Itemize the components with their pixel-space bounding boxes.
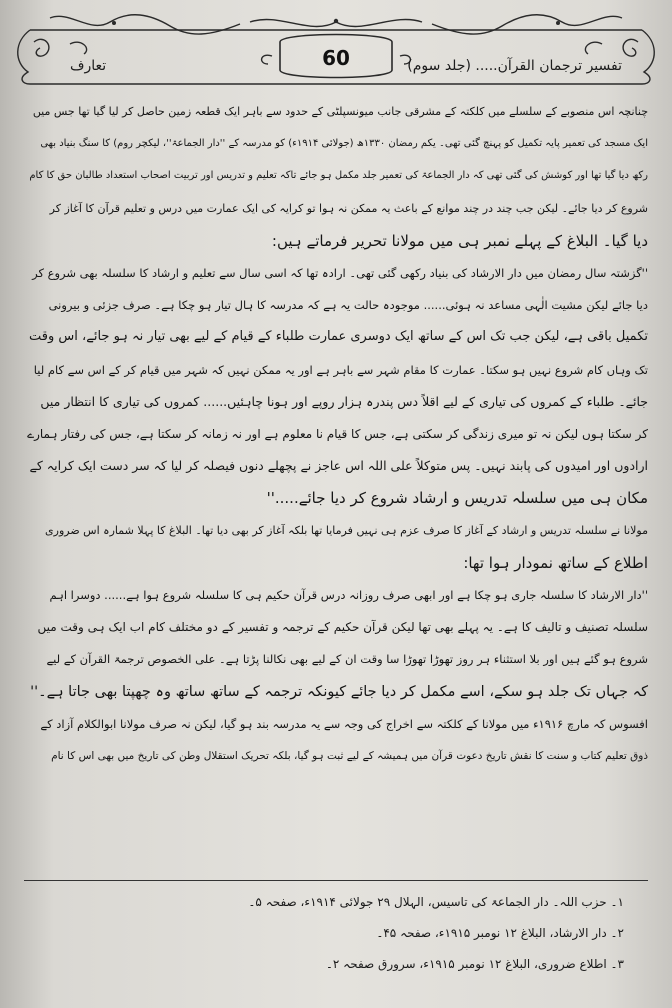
quote-line: سلسلہ تصنیف و تالیف کا ہے۔ یہ پہلے بھی تھا لیکن قرآن حکیم کے ترجمہ و تفسیر کے دو مختلف کام اب ایک ہی وقت میں [37, 620, 648, 635]
quote-line: ''گزشتہ سال رمضان میں دار الارشاد کی بنیاد رکھی گئی تھی۔ ارادہ تھا کہ اسی سال سے تعلیم و ارشاد کا سلسلہ بھی شروع کر [32, 266, 648, 281]
book-title: تفسیر ترجمان القرآن..... (جلد سوم) [407, 58, 622, 74]
page-number: 60 [322, 46, 350, 70]
text-line: ذوق تعلیم کتاب و سنت کا نقش تاریخ دعوت قرآن میں ہمیشہ کے لیے ثبت ہو گیا، بلکہ تحریک استقلال وطن کی تاریخ میں بھی اس کا نام [51, 750, 648, 763]
quote-line: تک وہاں کام شروع نہیں ہو سکتا۔ عمارت کا مقام شہر سے باہر ہے اور یہ ممکن نہیں کہ شہر میں قیام کر کے اس سے کام لیا [33, 362, 648, 377]
text-line: ایک مسجد کی تعمیر پایہ تکمیل کو پہنچ گئی تھی۔ یکم رمضان ۱۳۳۰ھ (جولائی ۱۹۱۴ء) کو مدرسہ کے ''دار الجماعۃ''، لیکچر روم) کا سنگ بنیاد بھی [40, 138, 648, 150]
quote-line: کر سکتا ہوں لیکن نہ تو میری زندگی کر سکتی ہے، جس کا قیام نا معلوم ہے اور نہ زمانہ کر سکتا ہے، جس کی رفتار ہمارے [27, 427, 648, 442]
page-header [10, 12, 662, 90]
main-text [24, 96, 648, 772]
text-line: اطلاع کے ساتھ نمودار ہوا تھا: [463, 553, 648, 572]
text-line: مولانا نے سلسلہ تدریس و ارشاد کے آغاز کا صرف عزم ہی نہیں فرمایا تھا بلکہ آغاز کر بھی دیا تھا۔ البلاغ کا پہلا شمارہ اس ضروری [45, 523, 648, 537]
footnotes [24, 880, 648, 980]
quote-line: تکمیل باقی ہے، لیکن جب تک اس کے ساتھ ایک دوسری عمارت طلباء کے قیام کے لیے بھی تیار نہ ہو جائے، اس وقت [29, 329, 648, 345]
quote-line: جائے۔ طلباء کے کمروں کی تیاری کے لیے اقلاً دس پندرہ ہزار روپے اور ہونا چاہئیں...... کمروں کی تیاری کا انتظار میں [40, 393, 648, 409]
footnote: ۲۔ دار الارشاد، البلاغ ۱۲ نومبر ۱۹۱۵ء، صفحہ ۴۵۔ [376, 926, 624, 940]
text-line: شروع کر دیا جائے۔ لیکن جب چند در چند موانع کے باعث یہ ممکن نہ ہوا تو کرایہ کی ایک عمارت میں درس و تعلیم قرآن کا آغاز کر [49, 201, 648, 215]
text-line: چنانچہ اس منصوبے کے سلسلے میں کلکتہ کے مشرقی جانب میونسپلٹی کے حدود سے باہر ایک قطعہ زمین حاصل کر لیا گیا تھا جس میں [32, 105, 648, 118]
footnote: ۳۔ اطلاع ضروری، البلاغ ۱۲ نومبر ۱۹۱۵ء، سرورق صفحہ ۲۔ [325, 957, 624, 971]
quote-line: کہ جہاں تک جلد ہو سکے، اسے مکمل کر دیا جائے کیونکہ ترجمہ کے ساتھ ساتھ وہ چھپتا بھی جاتا ہے۔'' [30, 683, 648, 700]
quote-line: شروع ہو گئے ہیں اور بلا استثناء ہر روز تھوڑا تھوڑا سا وقت ان کے لیے بھی نکالنا پڑتا ہے۔ علی الخصوص ترجمۃ القرآن کے لیے [46, 652, 648, 667]
quote-line: ارادوں اور امیدوں کی پابند نہیں۔ پس متوکلاً علی اللہ اس عاجز نے پچھلے دنوں فیصلہ کر لیا کہ سر دست ایک کرایہ کے [29, 458, 648, 474]
quote-line: مکان ہی میں سلسلہ تدریس و ارشاد شروع کر دیا جائے.....'' [266, 489, 648, 508]
quote-line: ''دار الارشاد کا سلسلہ جاری ہو چکا ہے اور ابھی صرف روزانہ درس قرآن حکیم ہی کا سلسلہ شروع ہوا ہے...... دوسرا اہم [49, 588, 648, 603]
text-line: دیا گیا۔ البلاغ کے پہلے نمبر ہی میں مولانا تحریر فرماتے ہیں: [271, 231, 648, 250]
text-line: افسوس کہ مارچ ۱۹۱۶ء میں مولانا کے کلکتہ سے اخراج کی وجہ سے یہ مدرسہ بند ہو گیا، لیکن نہ صرف مولانا ابوالکلام آزاد کے [40, 716, 648, 731]
text-line: رکھ دیا گیا تھا اور کوشش کی گئی تھی کہ دار الجماعۃ کی تعمیر جلد مکمل ہو جائے تاکہ تعلیم و تدریس اور تربیت اصحاب استعداد طالبان حق کا کام [29, 170, 648, 182]
section-title: تعارف [70, 58, 107, 74]
quote-line: دیا جائے لیکن مشیت الٰہی مساعد نہ ہوئی...... موجودہ حالت یہ ہے کہ مدرسہ کا ہال تیار ہو چکا ہے۔ صرف جزئی و بیرونی [48, 298, 648, 313]
footnote: ۱۔ حزب اللہ۔ دار الجماعۃ کی تاسیس، الہلال ۲۹ جولائی ۱۹۱۴ء، صفحہ ۵۔ [248, 895, 624, 909]
